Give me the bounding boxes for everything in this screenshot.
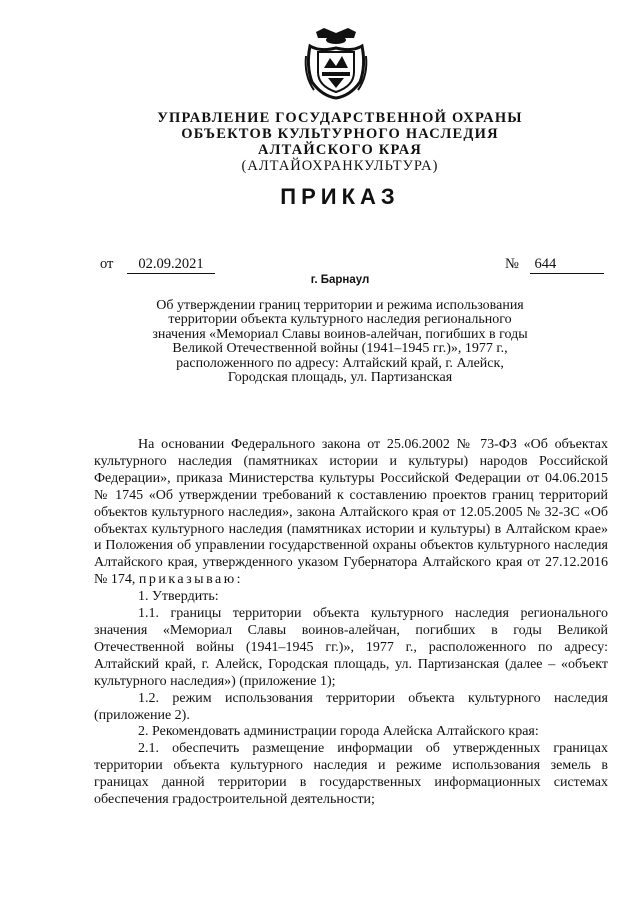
date-value: 02.09.2021 <box>127 256 215 274</box>
document-body <box>94 437 608 809</box>
preamble-paragraph <box>94 437 608 589</box>
document-subject <box>120 299 560 385</box>
subject-line: расположенного по адресу: Алтайский край, г. Алейск, <box>176 355 504 371</box>
item-2-1: 2.1. обеспечить размещение информации об утвержденных границах территории объекта культурного наследия и режиме использования земель в границах данной территории в государственных информационных системах обеспечения градостроительной деятельности; <box>94 741 608 808</box>
subject-line: Городская площадь, ул. Партизанская <box>227 370 453 386</box>
item-2: 2. Рекомендовать администрации города Алейска Алтайского края: <box>138 724 539 740</box>
order-word: приказываю: <box>138 572 244 588</box>
coat-of-arms-emblem <box>302 26 370 102</box>
subject-line: Великой Отечественной войны (1941–1945 гг.)», 1977 г., <box>172 341 508 357</box>
number-prefix: № <box>505 256 519 272</box>
city-label: г. Барнаул <box>310 274 370 286</box>
date-field <box>100 256 215 274</box>
number-field <box>505 256 604 274</box>
subject-line: Об утверждении границ территории и режима использования <box>156 298 524 313</box>
item-1: 1. Утвердить: <box>138 589 219 605</box>
item-1-2: 1.2. режим использования территории объекта культурного наследия (приложение 2). <box>94 690 608 723</box>
header-line: АЛТАЙСКОГО КРАЯ <box>257 142 423 158</box>
header-abbreviation: (АЛТАЙОХРАНКУЛЬТУРА) <box>241 158 439 174</box>
subject-line: территории объекта культурного наследия регионального <box>168 312 512 328</box>
organization-header <box>150 110 530 174</box>
header-line: ОБЪЕКТОВ КУЛЬТУРНОГО НАСЛЕДИЯ <box>181 126 499 142</box>
date-prefix: от <box>100 256 114 272</box>
header-line: УПРАВЛЕНИЕ ГОСУДАРСТВЕННОЙ ОХРАНЫ <box>157 110 523 126</box>
item-1-1: 1.1. границы территории объекта культурного наследия регионального значения «Мемориал Славы воинов-алейчан, погибших в годы Великой Отечественной войны (1941–1945 гг.)», 1977 г., расположенного по адресу: Алтайский край, г. Алейск, Городская площадь, ул. Партизанская (далее – «объект культурного наследия») (приложение 1); <box>94 606 608 689</box>
number-value: 644 <box>530 256 604 274</box>
subject-line: значения «Мемориал Славы воинов-алейчан, погибших в годы <box>152 326 528 342</box>
preamble-text: На основании Федерального закона от 25.06.2002 № 73-ФЗ «Об объектах культурного наследия (памятниках истории и культуры) народов Российской Федерации», приказа Министерства культуры Российской Федерации от 04.06.2015 № 1745 «Об утверждении требований к составлению проектов границ территорий объектов культурного наследия», закона Алтайского края от 12.05.2005 № 32-ЗС «Об объектах культурного наследия (памятниках истории и культуры) в Алтайском крае» и Положения об управлении государственной охраны объектов культурного наследия Алтайского края, утвержденного указом Губернатора Алтайского края от 27.12.2016 № 174, <box>94 437 608 588</box>
document-title: ПРИКАЗ <box>280 184 400 209</box>
